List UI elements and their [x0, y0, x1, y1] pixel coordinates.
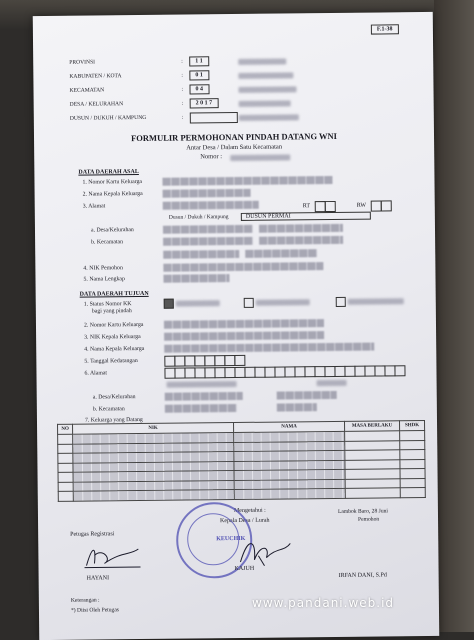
table-cell — [345, 440, 400, 450]
redacted-value — [239, 100, 291, 107]
watermark-text: www.pandani.web.id — [252, 596, 395, 610]
table-cell — [58, 482, 73, 492]
header-label: PROVINSI — [69, 59, 96, 66]
header-row-dusun: DUSUN / DUKUH / KAMPUNG : — [33, 12, 433, 16]
table-cell — [58, 444, 73, 454]
table-cell — [345, 478, 400, 488]
form-code: F.1-38 — [371, 24, 399, 34]
table-cell — [345, 459, 400, 469]
header-row-kecamatan: KECAMATAN : 0 4 — [33, 12, 433, 16]
redacted-value — [239, 114, 299, 121]
rw-cells — [371, 200, 391, 211]
label-tujuan-desa: a. Desa/Kelurahan — [92, 394, 136, 401]
col-nama: NAMA — [234, 421, 345, 432]
kepala-name: KAJUH — [234, 565, 255, 573]
redacted-dusun-tujuan — [167, 381, 237, 388]
table-cell — [234, 488, 345, 499]
seal-text: KEUCHIK — [216, 535, 246, 543]
checkbox-status-1 — [164, 299, 174, 309]
redacted-kec-asal — [163, 237, 253, 246]
table-cell — [58, 463, 73, 473]
redacted-nomor — [230, 154, 290, 161]
header-row-provinsi: PROVINSI : 1 1 — [33, 12, 433, 16]
table-cell — [73, 490, 234, 501]
pemohon-name: IRFAN DANI, S.Pd — [338, 572, 387, 579]
redacted-tujuan-nama — [164, 343, 374, 353]
header-label: KECAMATAN — [69, 87, 105, 94]
table-cell — [400, 478, 425, 488]
col-shdk: SHDK — [400, 421, 425, 431]
col-masa-berlaku: MASA BERLAKU — [345, 421, 400, 432]
checkbox-status-3 — [336, 297, 346, 307]
redacted-nama-lengkap — [163, 274, 229, 283]
header-code — [190, 112, 238, 124]
keterangan-note: *) Diisi Oleh Petugas — [70, 607, 120, 614]
table-cell — [345, 488, 400, 498]
redacted-status-2 — [256, 299, 310, 306]
registrar-signature-icon — [82, 541, 142, 572]
header-row-kabupaten: KABUPATEN / KOTA : 0 1 — [33, 12, 433, 16]
dusun-value: DUSUN PERMAI — [241, 212, 371, 221]
label-alamat: 3. Alamat — [82, 203, 106, 210]
tanggal-tempat: Lambok Baro, 28 Juni — [337, 508, 389, 515]
table-cell — [345, 469, 400, 479]
label-status-kk: 1. Status Nomor KK — [83, 301, 132, 308]
label-tujuan-no-kk: 2. Nomor Kartu Keluarga — [83, 321, 144, 329]
form-subtitle: Antar Desa / Dalam Satu Kecamatan — [186, 143, 283, 152]
table-body — [58, 431, 426, 501]
redacted-telepon — [245, 249, 317, 258]
table-cell — [345, 431, 400, 441]
registrar-name: HAYANI — [86, 575, 110, 582]
redacted-value — [238, 72, 293, 79]
redacted-kode-pos — [163, 250, 239, 259]
kepala-signature-icon — [234, 533, 294, 568]
rt-cells — [315, 201, 335, 212]
label-nama-kepala: 2. Nama Kepala Keluarga — [82, 190, 143, 198]
label-tujuan-nama-kepala: 4. Nama Kepala Keluarga — [84, 345, 145, 353]
table-cell — [58, 434, 73, 444]
keluarga-table — [57, 420, 426, 501]
redacted-tujuan-kab — [277, 391, 337, 400]
redacted-status-3 — [348, 298, 404, 305]
redacted-value — [238, 86, 296, 93]
table-cell — [58, 453, 73, 463]
label-tujuan-nik-kepala: 3. NIK Kepala Keluarga — [84, 333, 141, 341]
header-row-desa: DESA / KELURAHAN : 2 0 1 7 — [33, 12, 433, 16]
label-keluarga-datang: 7. Keluarga yang Datang — [84, 416, 143, 424]
form-paper — [33, 12, 440, 640]
form-title: FORMULIR PERMOHONAN PINDAH DATANG WNI — [131, 130, 338, 144]
label-tujuan-alamat: 6. Alamat — [84, 370, 108, 377]
mengetahui-label: Mengetahui : — [233, 507, 266, 515]
pemohon-label: Pemohon — [358, 516, 380, 523]
redacted-tujuan-nik — [164, 331, 324, 341]
redacted-alamat — [163, 201, 259, 210]
label-no-kk: 1. Nomor Kartu Keluarga — [82, 178, 142, 186]
header-label: KABUPATEN / KOTA — [69, 73, 122, 80]
redacted-tujuan-desa — [165, 392, 243, 401]
label-kecamatan-asal: b. Kecamatan — [91, 239, 124, 246]
col-no: NO — [58, 424, 73, 434]
header-code: 0 1 — [189, 70, 209, 80]
table-cell — [345, 450, 400, 460]
label-status-kk-2: bagi yang pindah — [91, 308, 132, 315]
table-cell — [400, 459, 425, 469]
table-cell — [400, 469, 425, 479]
label-tanggal-kedatangan: 5. Tanggal Kedatangan — [84, 358, 138, 365]
label-tujuan-kecamatan: b. Kecamatan — [92, 406, 125, 413]
alamat-cells — [164, 365, 404, 379]
table-cell — [58, 491, 73, 501]
label-rt: RT — [302, 203, 311, 210]
redacted-nama-kepala — [163, 189, 251, 198]
redacted-tujuan-kec — [165, 404, 237, 413]
header-label: DESA / KELURAHAN — [69, 101, 124, 108]
redacted-kab-asal — [259, 224, 343, 233]
redacted-prov-asal — [259, 236, 343, 245]
redacted-nik-pemohon — [163, 262, 323, 272]
table-cell — [400, 488, 425, 498]
table-cell — [58, 472, 73, 482]
redacted-status-1 — [176, 300, 220, 306]
label-nama-lengkap: 5. Nama Lengkap — [83, 276, 125, 283]
table-cell — [400, 440, 425, 450]
label-rw: RW — [356, 202, 367, 209]
header-code: 1 1 — [189, 56, 209, 66]
redacted-tujuan-no-kk — [164, 319, 324, 329]
redacted-no-kk — [162, 176, 332, 186]
label-nik-pemohon: 4. NIK Pemohon — [83, 265, 123, 272]
header-label: DUSUN / DUKUH / KAMPUNG — [69, 114, 147, 122]
section-daerah-asal: DATA DAERAH ASAL — [78, 169, 139, 176]
background-right — [434, 0, 474, 632]
checkbox-status-2 — [244, 298, 254, 308]
header-code: 0 4 — [189, 84, 209, 94]
redacted-desa-asal — [163, 225, 253, 234]
redacted-rt-rw-tujuan — [317, 380, 347, 386]
nomor-label: Nomor : — [200, 153, 223, 161]
petugas-registrasi-label: Petugas Registrasi — [70, 531, 115, 538]
keterangan-label: Keterangan : — [70, 597, 100, 604]
label-dusun: Dusun / Dukuh / Kampung — [168, 214, 229, 221]
redacted-value — [238, 58, 286, 65]
section-daerah-tujuan: DATA DAERAH TUJUAN — [79, 290, 149, 298]
tanggal-cells — [164, 355, 244, 367]
label-desa-asal: a. Desa/Kelurahan — [90, 227, 134, 234]
redacted-tujuan-prov — [277, 403, 317, 411]
kepala-desa-label: Kepala Desa / Lurah — [220, 517, 270, 525]
table-cell — [400, 450, 425, 460]
table-cell — [400, 431, 425, 441]
col-nik: NIK — [73, 423, 234, 435]
header-code: 2 0 1 7 — [190, 98, 219, 108]
